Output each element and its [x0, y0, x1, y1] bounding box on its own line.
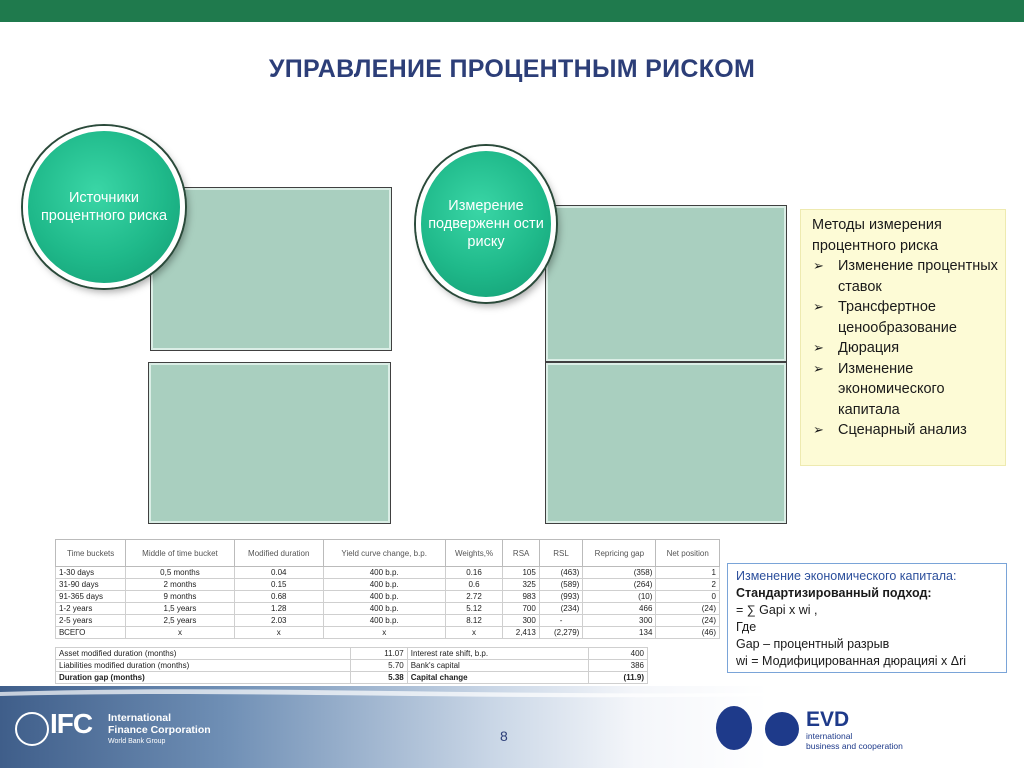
- gap-table: [55, 539, 720, 639]
- top-bar: [0, 0, 1024, 22]
- methods-item: ➢ Сценарный анализ: [812, 420, 1005, 441]
- table-cell: 5.12: [445, 603, 503, 615]
- table-cell: 0.15: [234, 579, 323, 591]
- evd-subtitle: [806, 731, 903, 751]
- table-cell: 0,5 months: [126, 567, 234, 579]
- table-cell: (46): [656, 627, 720, 639]
- circle-risk-sources: [23, 126, 185, 288]
- table-cell: 300: [503, 615, 539, 627]
- table-cell: 0.16: [445, 567, 503, 579]
- circle-risk-sources-label: Источники процентного риска: [40, 190, 168, 224]
- table-cell: 400: [588, 648, 647, 660]
- duration-table: [55, 647, 648, 684]
- table-cell: (589): [539, 579, 583, 591]
- table-cell: (10): [583, 591, 656, 603]
- box-capital: [545, 362, 787, 524]
- table-cell: 0.6: [445, 579, 503, 591]
- col-header: RSA: [503, 540, 539, 567]
- econ-weight-def: wi = Модифицированная дюрацияi x Δri: [736, 654, 967, 668]
- table-row: [56, 579, 720, 591]
- ifc-name-line: Finance Corporation: [108, 724, 211, 736]
- table-row-total: [56, 627, 720, 639]
- ifc-logo-text: IFC: [50, 708, 93, 739]
- table-cell: 5.38: [350, 672, 407, 684]
- ifc-globe-icon: [15, 712, 49, 746]
- table-cell: 2,413: [503, 627, 539, 639]
- col-header: Time buckets: [56, 540, 126, 567]
- table-cell: x: [445, 627, 503, 639]
- methods-box: [800, 209, 1006, 466]
- circle-exposure: [416, 146, 556, 302]
- table-cell: (264): [583, 579, 656, 591]
- box-payments: [148, 362, 391, 524]
- econ-gap-def: Gap – процентный разрыв: [736, 637, 890, 651]
- gap-table-header: [56, 540, 720, 567]
- methods-item: ➢ Изменение экономического капитала: [812, 359, 1005, 421]
- ifc-group-line: World Bank Group: [108, 738, 166, 745]
- table-cell: x: [234, 627, 323, 639]
- econ-formula: = ∑ Gapi x wi ,: [736, 603, 818, 617]
- table-cell: 2.03: [234, 615, 323, 627]
- evd-mark-icon: [765, 712, 799, 746]
- table-cell: 2: [656, 579, 720, 591]
- table-cell: x: [126, 627, 234, 639]
- table-cell: 400 b.p.: [323, 603, 445, 615]
- table-cell: Capital change: [407, 672, 588, 684]
- table-cell: Liabilities modified duration (months): [56, 660, 351, 672]
- table-cell: 0.68: [234, 591, 323, 603]
- evd-subtitle-line: international: [806, 731, 853, 741]
- table-cell: (993): [539, 591, 583, 603]
- table-cell: 400 b.p.: [323, 591, 445, 603]
- economic-capital-box: [727, 563, 1007, 673]
- table-cell: 466: [583, 603, 656, 615]
- table-row: [56, 672, 648, 684]
- table-cell: (24): [656, 615, 720, 627]
- table-cell: 1: [656, 567, 720, 579]
- table-row: [56, 648, 648, 660]
- table-cell: 2.72: [445, 591, 503, 603]
- econ-subheading: Стандартизированный подход:: [736, 586, 932, 600]
- table-cell: 386: [588, 660, 647, 672]
- table-cell: 8.12: [445, 615, 503, 627]
- table-cell: (358): [583, 567, 656, 579]
- table-cell: 400 b.p.: [323, 615, 445, 627]
- econ-where: Где: [736, 620, 757, 634]
- table-cell: Interest rate shift, b.p.: [407, 648, 588, 660]
- econ-heading: Изменение экономического капитала:: [736, 569, 957, 583]
- ifc-name: [108, 712, 211, 748]
- table-cell: (2,279): [539, 627, 583, 639]
- table-cell: 134: [583, 627, 656, 639]
- table-cell: 0.04: [234, 567, 323, 579]
- table-cell: 1-2 years: [56, 603, 126, 615]
- table-row: [56, 660, 648, 672]
- table-row: [56, 591, 720, 603]
- table-cell: 325: [503, 579, 539, 591]
- table-cell: 2-5 years: [56, 615, 126, 627]
- table-cell: 400 b.p.: [323, 567, 445, 579]
- table-row: [56, 615, 720, 627]
- col-header: Yield curve change, b.p.: [323, 540, 445, 567]
- table-cell: Asset modified duration (months): [56, 648, 351, 660]
- table-cell: 1.28: [234, 603, 323, 615]
- table-row: [56, 567, 720, 579]
- table-cell: (234): [539, 603, 583, 615]
- table-cell: (24): [656, 603, 720, 615]
- evd-logo-text: EVD: [806, 708, 850, 731]
- table-cell: 5.70: [350, 660, 407, 672]
- table-cell: 2,5 years: [126, 615, 234, 627]
- methods-heading: Методы измерения процентного риска: [812, 217, 942, 254]
- col-header: Net position: [656, 540, 720, 567]
- table-cell: 9 months: [126, 591, 234, 603]
- table-cell: ВСЕГО: [56, 627, 126, 639]
- table-cell: Bank's capital: [407, 660, 588, 672]
- table-cell: 31-90 days: [56, 579, 126, 591]
- table-cell: 983: [503, 591, 539, 603]
- finland-emblem-icon: [716, 706, 752, 750]
- table-cell: 11.07: [350, 648, 407, 660]
- ifc-name-line: International: [108, 712, 172, 724]
- table-cell: Duration gap (months): [56, 672, 351, 684]
- methods-list: [812, 256, 1005, 441]
- page-title: УПРАВЛЕНИЕ ПРОЦЕНТНЫМ РИСКОМ: [268, 55, 756, 83]
- evd-subtitle-line: business and cooperation: [806, 741, 903, 751]
- col-header: Middle of time bucket: [126, 540, 234, 567]
- table-cell: 400 b.p.: [323, 579, 445, 591]
- col-header: Repricing gap: [583, 540, 656, 567]
- methods-item: ➢ Дюрация: [812, 338, 1005, 359]
- table-row: [56, 603, 720, 615]
- table-cell: (463): [539, 567, 583, 579]
- table-cell: (11.9): [588, 672, 647, 684]
- methods-item: ➢ Трансфертное ценообразование: [812, 297, 1005, 338]
- page-number: 8: [500, 728, 508, 744]
- col-header: Modified duration: [234, 540, 323, 567]
- table-cell: 91-365 days: [56, 591, 126, 603]
- box-income: [545, 205, 787, 362]
- table-cell: 0: [656, 591, 720, 603]
- table-cell: -: [539, 615, 583, 627]
- table-cell: x: [323, 627, 445, 639]
- table-cell: 105: [503, 567, 539, 579]
- col-header: RSL: [539, 540, 583, 567]
- table-cell: 300: [583, 615, 656, 627]
- table-cell: 1-30 days: [56, 567, 126, 579]
- col-header: Weights,%: [445, 540, 503, 567]
- methods-item: ➢ Изменение процентных ставок: [812, 256, 1005, 297]
- table-cell: 700: [503, 603, 539, 615]
- table-cell: 1,5 years: [126, 603, 234, 615]
- circle-exposure-label: Измерение подверженн ости риску: [428, 198, 544, 250]
- table-cell: 2 months: [126, 579, 234, 591]
- box-rate-changes: [150, 187, 392, 351]
